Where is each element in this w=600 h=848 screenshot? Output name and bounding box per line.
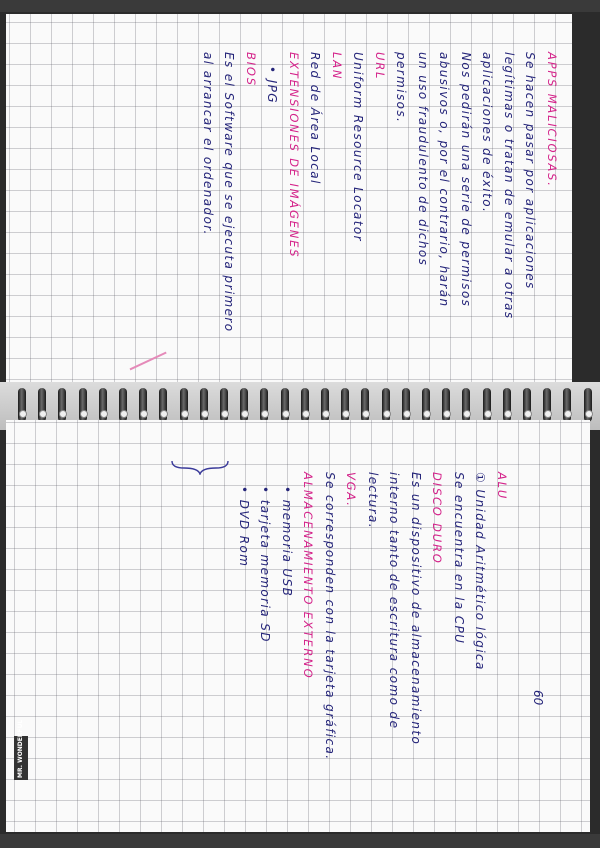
note-line: aplicaciones de éxito. <box>480 52 495 214</box>
spiral-coil <box>462 388 470 422</box>
spiral-coil <box>341 388 349 422</box>
spiral-coil <box>281 388 289 422</box>
spiral-coil <box>402 388 410 422</box>
note-bullet: • JPG <box>265 66 280 104</box>
note-line: Se encuentra en la CPU <box>452 472 466 645</box>
note-line: permisos. <box>394 52 409 124</box>
note-bullet: • DVD Rom <box>237 486 251 568</box>
spiral-coil <box>220 388 228 422</box>
page-number: 60 <box>531 690 545 706</box>
spiral-coil <box>119 388 127 422</box>
spiral-coil <box>58 388 66 422</box>
brace-icon <box>170 459 230 475</box>
spiral-coil <box>361 388 369 422</box>
spiral-coil <box>483 388 491 422</box>
spiral-coil <box>99 388 107 422</box>
spiral-coil <box>240 388 248 422</box>
note-line: Red de Área Local <box>308 52 323 185</box>
note-line: Uniform Resource Locator <box>351 52 366 242</box>
scan-border-top <box>0 0 600 12</box>
heading-vga: VGA. <box>344 472 359 508</box>
spiral-coil <box>442 388 450 422</box>
heading-almacenamiento-externo: ALMACENAMIENTO EXTERNO <box>301 472 316 680</box>
brand-logo: MR. WONDERFUL <box>14 736 28 780</box>
spiral-coil <box>180 388 188 422</box>
note-line: abusivos o, por el contrario, harán <box>437 52 452 308</box>
spiral-coil <box>159 388 167 422</box>
spiral-coil <box>260 388 268 422</box>
note-line: Se corresponden con la tarjeta gráfica. <box>323 472 337 761</box>
spiral-coil <box>38 388 46 422</box>
heading-alu: ALU <box>495 472 509 501</box>
note-bullet: • memoria USB <box>280 486 294 598</box>
spiral-coil <box>301 388 309 422</box>
spiral-coil <box>139 388 147 422</box>
heading-apps-maliciosas: APPS MALICIOSAS. <box>545 52 559 188</box>
note-line: Nos pedirán una serie de permisos <box>459 52 473 308</box>
spiral-coil <box>79 388 87 422</box>
note-line: lectura. <box>366 472 380 529</box>
spiral-coil <box>543 388 551 422</box>
note-line: al arrancar el ordenador. <box>201 52 215 236</box>
note-line: un uso fraudulento de dichos <box>416 52 430 267</box>
spiral-coil <box>503 388 511 422</box>
bottom-page-notes <box>233 472 513 822</box>
note-line: Se hacen pasar por aplicaciones <box>523 52 538 290</box>
spiral-coil <box>18 388 26 422</box>
note-bullet: • tarjeta memoria SD <box>258 486 273 643</box>
heading-bios: BIOS <box>244 52 258 87</box>
scan-border-bottom <box>0 834 600 848</box>
spiral-coil <box>382 388 390 422</box>
spiral-coil <box>200 388 208 422</box>
note-line: legítimas o tratan de emular a otras <box>502 52 516 320</box>
spiral-coil <box>321 388 329 422</box>
spiral-coil <box>563 388 571 422</box>
heading-extensiones: EXTENSIONES DE IMÁGENES <box>287 52 301 259</box>
heading-disco-duro: DISCO DURO <box>430 472 445 565</box>
top-page-notes <box>197 52 563 372</box>
spiral-coil <box>584 388 592 422</box>
heading-lan: LAN <box>330 52 344 81</box>
heading-url: URL <box>373 52 387 81</box>
note-line: Es un dispositivo de almacenamiento <box>409 472 423 746</box>
note-line: interno tanto de escritura como de <box>387 472 402 730</box>
note-line: Es el Software que se ejecuta primero <box>222 52 237 333</box>
note-line: ① Unidad Aritmético lógica <box>473 472 488 671</box>
spiral-coil <box>523 388 531 422</box>
curly-brace-mark <box>170 459 230 475</box>
spiral-coil <box>422 388 430 422</box>
